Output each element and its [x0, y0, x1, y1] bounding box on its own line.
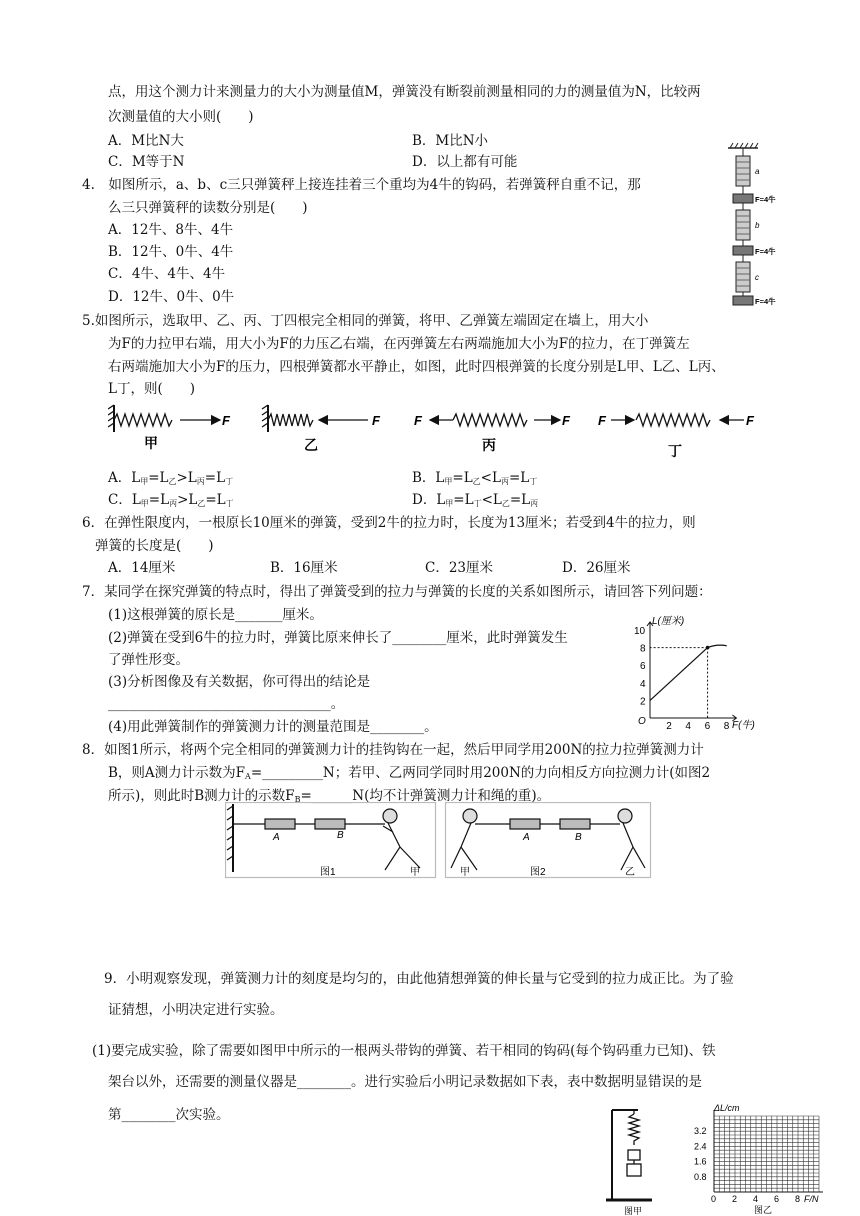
q6-line1: 6．在弹性限度内，一根原长10厘米的弹簧，受到2牛的拉力时，长度为13厘米；若受到4牛的拉力，则	[82, 515, 696, 531]
fig1-b-label: B	[337, 830, 344, 841]
x-axis-label: F/N	[804, 1194, 819, 1204]
f-label-bing-left: F	[414, 413, 422, 428]
q5-line3: 右两端施加大小为F的压力，四根弹簧都水平静止，如图，此时四根弹簧的长度分别是L甲、L乙、L丙、	[108, 359, 725, 375]
q6-line2: 弹簧的长度是( )	[95, 538, 214, 554]
fig2-b-label: B	[575, 832, 582, 843]
q7-part4: (4)用此弹簧制作的弹簧测力计的测量范围是________。	[108, 719, 438, 735]
q6-option-b: B．16厘米	[270, 560, 338, 576]
weight-label-2: F=4牛	[755, 247, 776, 256]
tug-figures	[225, 802, 655, 882]
f-label-bing-right: F	[562, 413, 570, 428]
y-axis-label: ΔL/cm	[714, 1103, 740, 1113]
fig1-a-label: A	[273, 832, 280, 843]
x-tick-label: 4	[685, 721, 691, 732]
spring-label-bing: 丙	[482, 437, 496, 453]
f-label-yi: F	[372, 413, 380, 428]
q4-line2: 么三只弹簧秤的读数分别是( )	[108, 200, 308, 216]
q9-line4: 架台以外，还需要的测量仪器是________。进行实验后小明记录数据如下表，表中数据明显错误的是	[108, 1074, 702, 1090]
q3-line1: 点，用这个测力计来测量力的大小为测量值M，弹簧没有断裂前测量相同的力的测量值为N，比较两	[108, 84, 701, 100]
y-tick-label: 1.6	[694, 1156, 707, 1167]
force-length-chart	[628, 612, 776, 734]
q7-part2b: 了弹性形变。	[108, 652, 189, 668]
fig1-jia-label: 甲	[410, 867, 420, 878]
q5-option-b: B．$L_甲=L_乙<L_丙=L_丁$	[412, 470, 538, 486]
q6-option-d: D．26厘米	[562, 560, 631, 576]
fig-yi-caption: 图乙	[754, 1205, 773, 1215]
q5-line2: 为F的力拉甲右端，用大小为F的力压乙右端，在丙弹簧左右两端施加大小为F的拉力，在丁弹簧左	[108, 336, 690, 352]
q4-option-c: C．4牛、4牛、4牛	[108, 266, 226, 282]
iron-stand-figure	[604, 1102, 660, 1216]
spring-label-jia: 甲	[144, 435, 158, 451]
fig2-yi-label: 乙	[625, 867, 635, 878]
fig2-a-label: A	[523, 832, 530, 843]
elongation-grid-chart	[684, 1100, 836, 1216]
weight-label-3: F=4牛	[755, 297, 776, 306]
q8-line1: 8．如图1所示，将两个完全相同的弹簧测力计的挂钩钩在一起，然后甲同学用200N的拉力拉弹簧测力计	[82, 742, 704, 758]
weight-label-1: F=4牛	[755, 195, 776, 204]
scale-a-label: a	[755, 167, 760, 176]
q3-line2: 次测量值的大小则( )	[108, 109, 254, 125]
q9-line2: 证猜想，小明决定进行实验。	[108, 1002, 284, 1018]
q4-option-d: D．12牛、0牛、0牛	[108, 289, 235, 305]
data-line-linear	[650, 648, 708, 701]
spring-label-ding: 丁	[668, 443, 682, 458]
scale-c-label: c	[755, 273, 759, 282]
q7-part3b: _________________________________。	[108, 696, 345, 712]
y-tick-label: 0.8	[694, 1171, 707, 1182]
q3-option-c: C．M等于N	[108, 154, 185, 170]
data-line-plateau	[708, 645, 727, 647]
q6-option-c: C．23厘米	[425, 560, 494, 576]
x-tick-label: 6	[704, 721, 711, 732]
fig-jia-caption: 图甲	[624, 1206, 643, 1216]
fig1-caption: 图1	[320, 867, 336, 878]
q8-line3: 所示)，则此时B测力计的示数$F_B=\_\_\_\_\_\_N$(均不计弹簧测力计和绳的重)。	[108, 788, 551, 804]
data-point	[706, 646, 710, 650]
q8-line2: B，则A测力计示数为$F_A=\_\_\_\_\_\_\_\_\_N$；若甲、乙两同学同时用200N的力向相反方向拉测力计(如图2	[108, 765, 711, 781]
q4-line1: 4. 如图所示，a、b、c三只弹簧秤上接连挂着三个重均为4牛的钩码，若弹簧秤自重不记，那	[82, 177, 641, 193]
scale-b-label: b	[755, 221, 760, 230]
q4-option-a: A．12牛、8牛、4牛	[108, 222, 234, 238]
x-tick-label: 8	[795, 1194, 801, 1204]
x-tick-label: 8	[723, 721, 730, 732]
f-label-ding-left: F	[598, 413, 606, 428]
x-tick-label: 2	[732, 1194, 738, 1204]
q3-option-b: B．M比N小	[412, 133, 489, 149]
y-tick-label: 4	[640, 678, 646, 690]
spring-scales-figure	[725, 142, 790, 307]
x-tick-label: 4	[753, 1194, 759, 1204]
q7-part1: (1)这根弹簧的原长是_______厘米。	[108, 607, 323, 623]
q5-option-a: A．$L_甲=L_乙>L_丙=L_丁$	[108, 470, 234, 486]
q3-option-a: A．M比N大	[108, 133, 184, 149]
four-springs-figure	[108, 400, 778, 458]
q4-option-b: B．12牛、0牛、4牛	[108, 244, 234, 260]
x-tick-label: 6	[774, 1194, 780, 1204]
f-label-ding-right: F	[746, 413, 754, 428]
q5-line1: 5.如图所示，选取甲、乙、丙、丁四根完全相同的弹簧，将甲、乙弹簧左端固定在墙上，用大小	[82, 313, 649, 329]
spring-label-yi: 乙	[304, 437, 318, 453]
q9-line1: 9．小明观察发现，弹簧测力计的刻度是均匀的，由此他猜想弹簧的伸长量与它受到的拉力成正比。为了验	[104, 971, 734, 987]
y-tick-label: 6	[640, 661, 646, 673]
y-tick-label: 2.4	[694, 1141, 707, 1152]
y-tick-label: 10	[634, 626, 646, 637]
q9-line5: 第________次实验。	[108, 1107, 230, 1123]
q5-option-c: C．$L_甲=L_丙>L_乙=L_丁$	[108, 492, 234, 508]
x-tick-label: 0	[711, 1194, 717, 1204]
fig2-caption: 图2	[530, 867, 546, 878]
x-axis-label: F(牛)	[732, 720, 755, 731]
q7-line1: 7．某同学在探究弹簧的特点时，得出了弹簧受到的拉力与弹簧的长度的关系如图所示，请回答下列问题：	[82, 584, 712, 600]
y-axis-label: L(厘米)	[652, 616, 685, 627]
y-tick-label: 8	[640, 643, 646, 655]
fig2-jia-label: 甲	[460, 867, 470, 878]
q9-line3: (1)要完成实验，除了需要如图甲中所示的一根两头带钩的弹簧、若干相同的钩码(每个钩码重力已知)、铁	[92, 1043, 716, 1059]
y-tick-label: 2	[640, 696, 646, 708]
q7-part3a: (3)分析图像及有关数据，你可得出的结论是	[108, 674, 371, 690]
q6-option-a: A．14厘米	[108, 560, 176, 576]
f-label-jia: F	[222, 413, 230, 428]
q5-line4: L丁，则( )	[108, 381, 195, 397]
q5-option-d: D．$L_甲=L_丁<L_乙=L_丙$	[412, 492, 539, 508]
origin-label: O	[638, 716, 646, 727]
q3-option-d: D．以上都有可能	[412, 154, 518, 170]
x-tick-label: 2	[666, 721, 672, 732]
q7-part2a: (2)弹簧在受到6牛的拉力时，弹簧比原来伸长了________厘米，此时弹簧发生	[108, 630, 568, 646]
y-tick-label: 3.2	[694, 1126, 707, 1137]
